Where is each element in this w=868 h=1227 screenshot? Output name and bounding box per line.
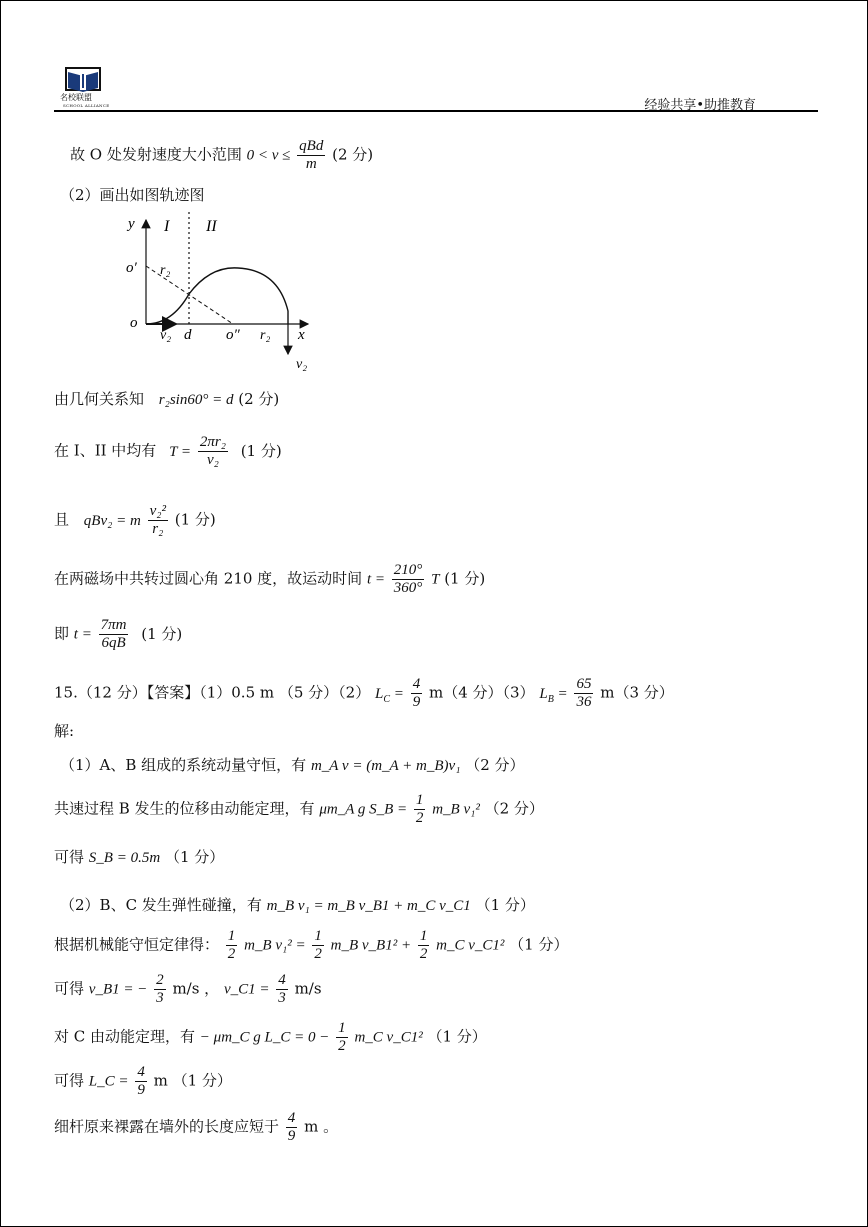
line-momentum [60, 754, 525, 775]
fraction [148, 503, 168, 538]
text: 可得 [54, 979, 85, 998]
score: （2 分） [484, 799, 544, 818]
score: （1 分） [427, 1027, 487, 1046]
text: 故 O 处发射速度大小范围 [70, 145, 242, 164]
score: （1 分） [164, 848, 225, 866]
fraction [297, 138, 325, 173]
line-q15-answer [54, 676, 674, 711]
label-d: d [184, 327, 192, 343]
text: （2）B、C 发生弹性碰撞，有 [60, 896, 262, 914]
numerator: 1 [227, 928, 236, 944]
logo-subcaption: SCHOOL ALLIANCE [63, 103, 110, 108]
numerator: qBd [299, 138, 324, 154]
line-geometry [54, 388, 279, 409]
line-conclusion [54, 1110, 338, 1145]
fraction [336, 1020, 348, 1055]
math: T = [169, 443, 192, 460]
score: （1 分） [475, 896, 535, 914]
label-r2-right: r₂ [260, 328, 271, 343]
line-period [54, 434, 282, 469]
numerator: 4 [412, 676, 421, 692]
text: 由几何关系知 [54, 390, 145, 408]
math: t = [366, 571, 385, 588]
math [375, 685, 404, 705]
line-lorentz [54, 503, 216, 538]
line-sb-result [54, 846, 224, 867]
denominator: 36 [576, 694, 592, 710]
numerator: 1 [415, 792, 424, 808]
denominator: v₂ [206, 452, 219, 468]
symbol: L [539, 685, 548, 702]
label-o-prime: o′ [126, 260, 137, 276]
label-region-II: II [206, 218, 217, 235]
subscript: B [547, 693, 554, 705]
text: m/s ， [172, 979, 220, 998]
math: m_B v₁ = m_B v_B1 + m_C v_C1 [266, 898, 471, 914]
label-region-I: I [164, 218, 170, 235]
line-draw-trajectory: （2）画出如图轨迹图 [60, 186, 205, 204]
line-lc-result [54, 1064, 232, 1099]
denominator: m [305, 156, 317, 172]
score: (1 分) [141, 624, 183, 643]
equals: = [553, 685, 568, 702]
text: 对 C 由动能定理，有 [54, 1027, 196, 1046]
text: 根据机械能守恒定律得： [54, 935, 220, 954]
denominator: 2 [419, 946, 428, 962]
math: m_B v₁² [432, 801, 480, 818]
text: 在两磁场中共转过圆心角 210 度，故运动时间 [54, 569, 363, 588]
label-x: x [298, 327, 305, 343]
logo-caption: 名校联盟 [60, 93, 92, 102]
label-v2-right: v₂ [296, 357, 308, 372]
line-solution-label: 解: [54, 722, 75, 740]
fraction [198, 434, 228, 469]
score: （2 分） [465, 756, 525, 774]
numerator: 2πr₂ [199, 434, 226, 450]
math: m_A v = (m_A + m_B)v₁ [310, 758, 461, 774]
symbol: L [375, 685, 384, 702]
math: L_C = [88, 1073, 129, 1090]
numerator: 210° [393, 562, 423, 578]
score: (2 分) [332, 145, 374, 164]
header-slogan: 经验共享•助推教育 [644, 98, 756, 113]
text: m （1 分） [153, 1071, 232, 1090]
header-divider [54, 110, 818, 112]
denominator: 2 [227, 946, 236, 962]
fraction [226, 928, 238, 963]
score: （1 分） [509, 935, 569, 954]
denominator: 9 [287, 1128, 296, 1144]
math: μm_A g S_B = [319, 801, 408, 818]
label-o: o [130, 315, 138, 331]
text: m 。 [304, 1117, 339, 1136]
fraction [414, 792, 426, 827]
fraction [411, 676, 423, 711]
fraction [286, 1110, 298, 1145]
fraction [418, 928, 430, 963]
numerator: 1 [419, 928, 428, 944]
numerator: 2 [156, 972, 164, 988]
math: t = [73, 626, 92, 643]
fraction [392, 562, 425, 597]
numerator: 65 [576, 676, 592, 692]
text: （1）A、B 组成的系统动量守恒，有 [60, 756, 307, 774]
text: 即 [54, 624, 70, 643]
score: (1 分) [444, 569, 486, 588]
label-o-double-prime: o″ [226, 327, 240, 343]
text: 15.（12 分）【答案】（1）0.5 m （5 分）（2） [54, 683, 371, 702]
numerator: 1 [338, 1020, 346, 1036]
text: 且 [54, 510, 70, 529]
denominator: 6qB [101, 635, 126, 651]
denominator: 9 [137, 1082, 145, 1098]
score: (1 分) [174, 510, 216, 529]
text: 可得 [54, 1071, 85, 1090]
denominator: 2 [338, 1038, 346, 1054]
equals: = [390, 685, 404, 702]
denominator: 2 [314, 946, 322, 962]
numerator: 4 [137, 1064, 145, 1080]
denominator: 3 [278, 990, 286, 1006]
line-velocities [54, 972, 322, 1007]
denominator: r₂ [152, 521, 164, 537]
math [539, 685, 568, 705]
numerator: v₂² [149, 503, 166, 519]
line-time-angle [54, 562, 485, 597]
math: S_B = 0.5m [88, 850, 161, 866]
text: 可得 [54, 848, 85, 866]
score: (2 分) [238, 390, 280, 408]
fraction [276, 972, 288, 1007]
denominator: 360° [393, 580, 423, 596]
math: v_C1 = [223, 981, 270, 998]
line-work-energy [54, 792, 544, 827]
fraction [135, 1064, 147, 1099]
math: m_B v₁² = [244, 937, 306, 954]
score: (1 分) [240, 441, 282, 460]
line-c-work-energy [54, 1020, 487, 1055]
text: 细杆原来裸露在墙外的长度应短于 [54, 1117, 280, 1136]
numerator: 4 [278, 972, 286, 988]
line-time-result [54, 617, 182, 652]
line-collision [60, 894, 535, 915]
line-speed-range [70, 138, 373, 173]
denominator: 9 [412, 694, 421, 710]
math: v_B1 = − [88, 981, 148, 998]
line-energy-conservation [54, 928, 568, 963]
math: r₂sin60° = d [158, 392, 234, 408]
denominator: 2 [415, 810, 424, 826]
fraction [154, 972, 166, 1007]
math: 0 < v ≤ [246, 147, 291, 164]
math: T [431, 571, 440, 588]
math: m_C v_C1² [354, 1029, 423, 1046]
text: m（4 分）（3） [428, 683, 535, 702]
fraction [99, 617, 129, 652]
text: m/s [294, 979, 322, 998]
subscript: C [383, 693, 391, 705]
math: − μm_C g L_C = 0 − [199, 1029, 330, 1046]
label-v2-low: v₂ [160, 328, 172, 343]
text: 共速过程 B 发生的位移由动能定理，有 [54, 799, 315, 818]
math: qBv₂ = m [83, 512, 141, 529]
fraction [312, 928, 324, 963]
math: m_B v_B1² + [330, 937, 412, 954]
denominator: 3 [156, 990, 164, 1006]
label-r2-top: r₂ [160, 263, 171, 278]
numerator: 7πm [100, 617, 127, 633]
text: 在 I、II 中均有 [54, 441, 157, 460]
numerator: 4 [287, 1110, 296, 1126]
label-y: y [128, 216, 135, 232]
fraction [574, 676, 593, 711]
text: m（3 分） [600, 683, 674, 702]
numerator: 1 [314, 928, 322, 944]
math: m_C v_C1² [436, 937, 505, 954]
trajectory-figure [120, 206, 320, 376]
